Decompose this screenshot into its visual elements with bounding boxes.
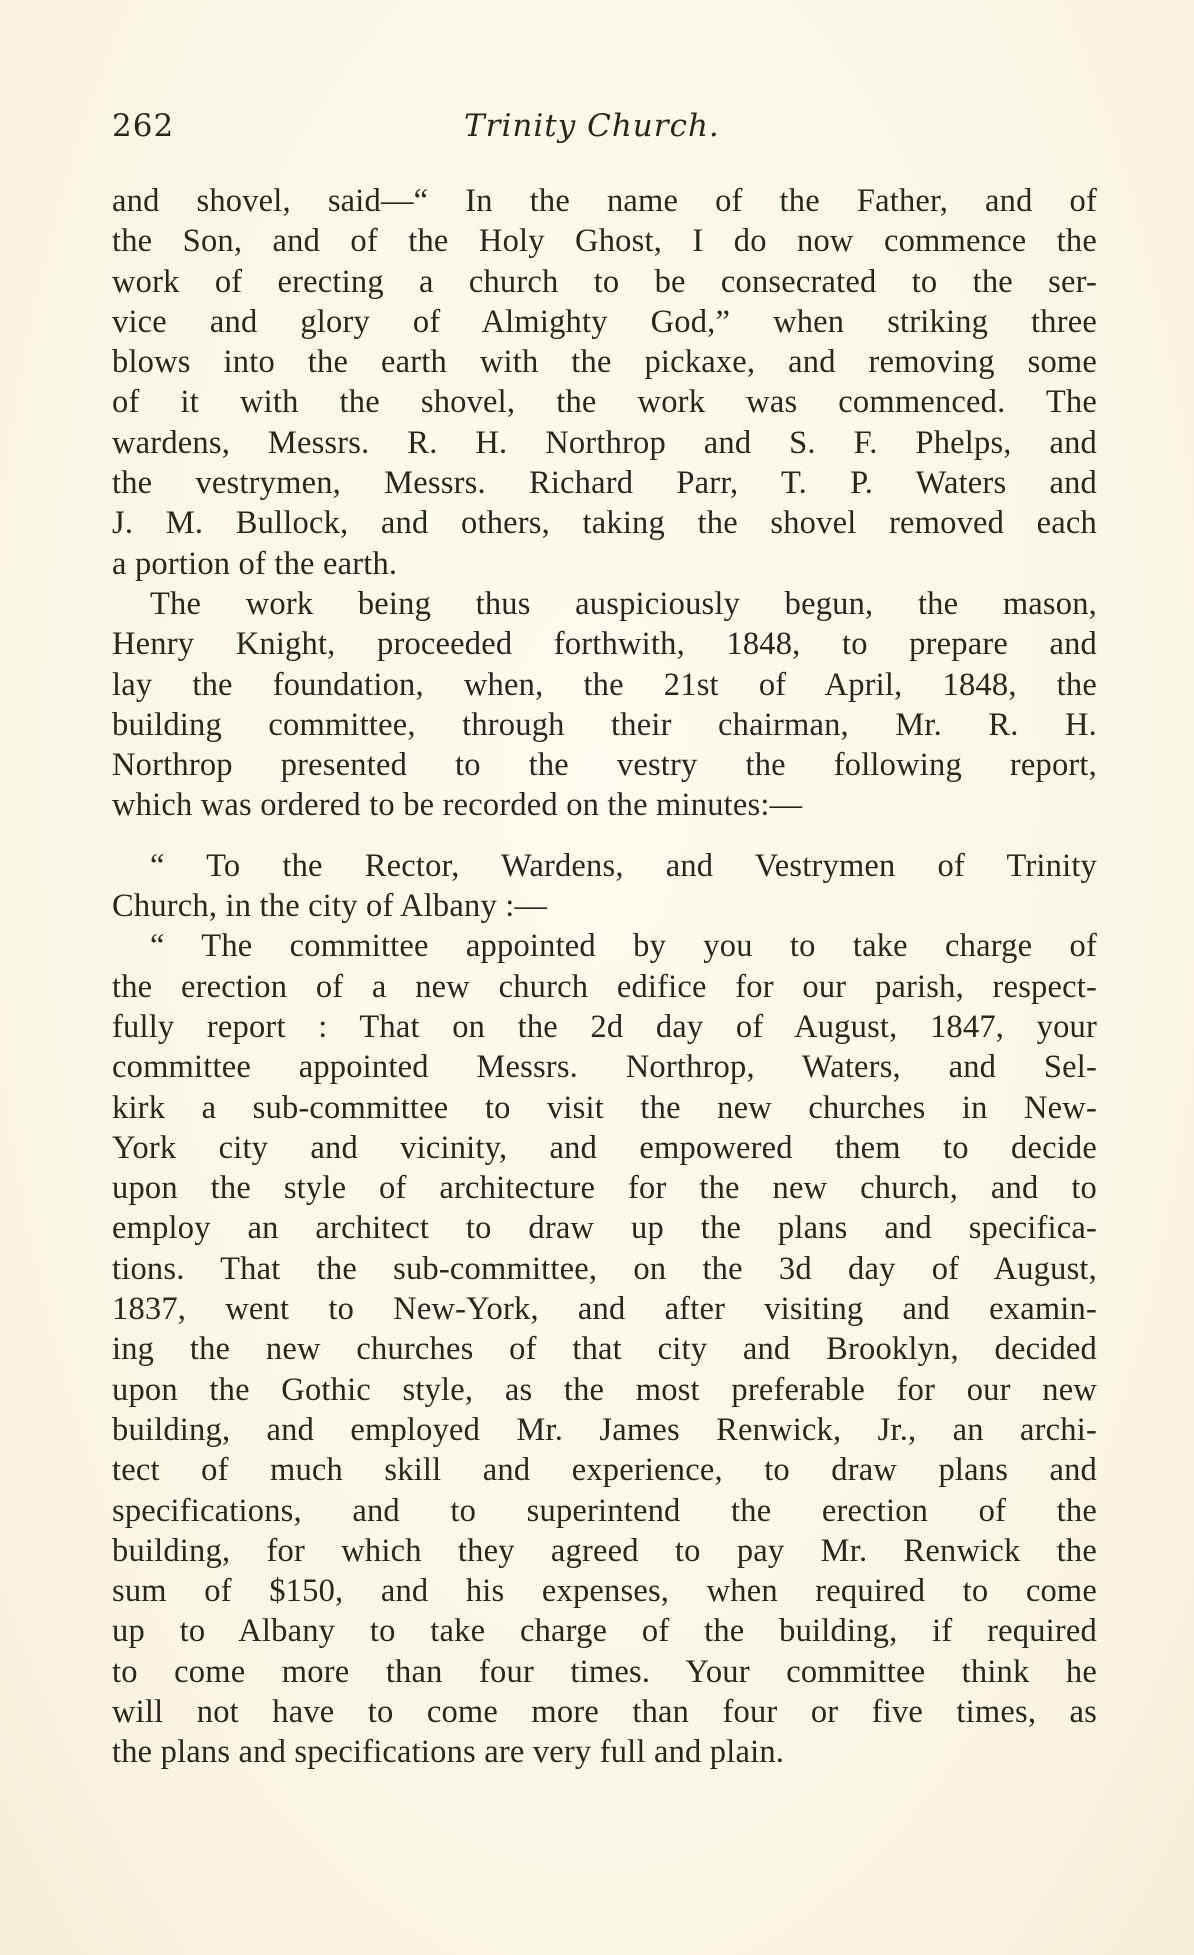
text-line: the vestrymen, Messrs. Richard Parr, T. P. Waters and: [112, 465, 1097, 502]
text-line: lay the foundation, when, the 21st of April, 1848, the: [112, 666, 1097, 703]
paragraph: [112, 181, 1097, 584]
text-line: “ The committee appointed by you to take charge of: [150, 928, 1097, 965]
text-line: specifications, and to superintend the erection of the: [112, 1492, 1097, 1529]
page-header: [112, 108, 1097, 158]
text-line: York city and vicinity, and empowered them to decide: [112, 1129, 1097, 1166]
body-text: [112, 181, 1097, 1773]
paragraph-gap: [112, 826, 1097, 846]
text-line: The work being thus auspiciously begun, the mason,: [150, 585, 1097, 622]
text-line: building committee, through their chairman, Mr. R. H.: [112, 706, 1097, 743]
text-line: to come more than four times. Your committee think he: [112, 1653, 1097, 1690]
text-line: tect of much skill and experience, to draw plans and: [112, 1452, 1097, 1489]
paragraph: [112, 584, 1097, 624]
paragraph: [112, 846, 1097, 886]
text-line: Church, in the city of Albany :—: [112, 888, 548, 925]
text-line: of it with the shovel, the work was commenced. The: [112, 384, 1097, 421]
paragraph-continued: [112, 624, 1097, 825]
text-line: will not have to come more than four or five times, as: [112, 1693, 1097, 1730]
text-line: 1837, went to New-York, and after visiting and examin-: [112, 1291, 1097, 1328]
text-line: the plans and specifications are very full and plain.: [112, 1734, 785, 1771]
text-line: fully report : That on the 2d day of August, 1847, your: [112, 1008, 1097, 1045]
text-line: Northrop presented to the vestry the following report,: [112, 747, 1097, 784]
text-line: and shovel, said—“ In the name of the Father, and of: [112, 183, 1097, 219]
text-line: work of erecting a church to be consecrated to the ser-: [112, 263, 1097, 300]
text-line: ing the new churches of that city and Brooklyn, decided: [112, 1331, 1097, 1368]
paragraph: [112, 926, 1097, 966]
text-line: kirk a sub-committee to visit the new churches in New-: [112, 1089, 1097, 1126]
text-line: building, for which they agreed to pay Mr. Renwick the: [112, 1532, 1097, 1569]
text-line: upon the Gothic style, as the most preferable for our new: [112, 1371, 1097, 1408]
text-line: blows into the earth with the pickaxe, and removing some: [112, 344, 1097, 381]
text-line: which was ordered to be recorded on the minutes:—: [112, 787, 803, 824]
text-line: a portion of the earth.: [112, 545, 398, 582]
text-line: vice and glory of Almighty God,” when striking three: [112, 303, 1097, 340]
text-line: “ To the Rector, Wardens, and Vestrymen of Trinity: [150, 847, 1097, 884]
page-number: 262: [112, 108, 175, 144]
paragraph-continued: [112, 886, 1097, 926]
text-line: upon the style of architecture for the new church, and to: [112, 1170, 1097, 1207]
text-line: committee appointed Messrs. Northrop, Waters, and Sel-: [112, 1049, 1097, 1086]
running-title: Trinity Church.: [464, 108, 720, 144]
text-line: sum of $150, and his expenses, when required to come: [112, 1573, 1097, 1610]
text-line: wardens, Messrs. R. H. Northrop and S. F. Phelps, and: [112, 424, 1097, 461]
text-line: J. M. Bullock, and others, taking the shovel removed each: [112, 505, 1097, 542]
text-line: the erection of a new church edifice for our parish, respect-: [112, 968, 1097, 1005]
paragraph-continued: [112, 967, 1097, 1773]
text-line: building, and employed Mr. James Renwick, Jr., an archi-: [112, 1411, 1097, 1448]
text-line: employ an architect to draw up the plans and specifica-: [112, 1210, 1097, 1247]
text-line: Henry Knight, proceeded forthwith, 1848, to prepare and: [112, 626, 1097, 663]
text-line: the Son, and of the Holy Ghost, I do now commence the: [112, 223, 1097, 260]
text-line: tions. That the sub-committee, on the 3d day of August,: [112, 1250, 1097, 1287]
text-line: up to Albany to take charge of the building, if required: [112, 1613, 1097, 1650]
